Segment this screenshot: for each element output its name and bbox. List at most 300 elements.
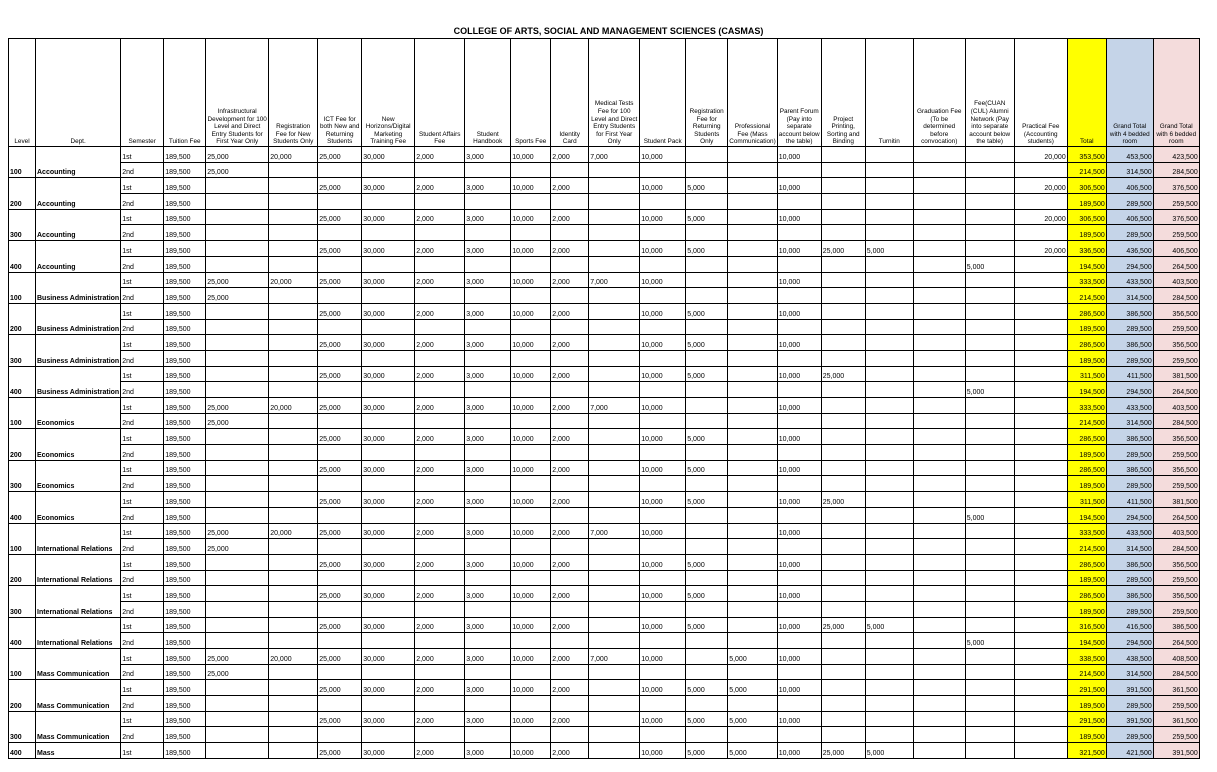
fee-cell xyxy=(511,633,551,649)
fee-cell: 189,500 xyxy=(164,162,206,178)
fee-cell xyxy=(686,696,728,712)
fee-cell: 189,500 xyxy=(164,413,206,429)
fee-cell xyxy=(415,445,465,461)
dept-cell: Accounting xyxy=(36,178,121,209)
semester-cell: 1st xyxy=(121,335,164,351)
fee-cell xyxy=(640,445,686,461)
fee-cell xyxy=(686,570,728,586)
fee-cell: 5,000 xyxy=(965,633,1014,649)
fee-cell xyxy=(965,586,1014,602)
fee-cell: 214,500 xyxy=(1067,664,1106,680)
fee-cell: 314,500 xyxy=(1106,413,1153,429)
fee-cell xyxy=(640,727,686,743)
fee-cell xyxy=(269,225,318,241)
fee-cell xyxy=(589,350,640,366)
fee-cell xyxy=(269,319,318,335)
fee-cell xyxy=(1014,303,1067,319)
fee-cell: 10,000 xyxy=(640,523,686,539)
fee-cell xyxy=(821,335,865,351)
fee-cell: 25,000 xyxy=(318,743,362,759)
fee-cell: 284,500 xyxy=(1153,288,1199,304)
fee-cell xyxy=(1014,256,1067,272)
fee-cell xyxy=(269,664,318,680)
fee-cell: 10,000 xyxy=(511,147,551,163)
table-row xyxy=(9,570,1200,586)
fee-cell xyxy=(728,570,778,586)
level-cell: 400 xyxy=(9,743,36,759)
fee-cell: 10,000 xyxy=(640,711,686,727)
fee-cell xyxy=(913,209,965,225)
fee-cell xyxy=(206,460,269,476)
fee-cell xyxy=(1014,539,1067,555)
fee-cell xyxy=(511,539,551,555)
column-header: Graduation Fee (To be determined before convocation) xyxy=(913,39,965,147)
fee-cell xyxy=(318,476,362,492)
table-row xyxy=(9,241,1200,257)
fee-cell xyxy=(865,507,913,523)
fee-cell xyxy=(1014,413,1067,429)
fee-cell xyxy=(913,492,965,508)
fee-cell xyxy=(686,398,728,414)
fee-cell xyxy=(865,711,913,727)
fee-cell: 5,000 xyxy=(865,241,913,257)
fee-cell xyxy=(913,319,965,335)
fee-cell: 289,500 xyxy=(1106,727,1153,743)
fee-cell xyxy=(728,366,778,382)
fee-cell xyxy=(415,507,465,523)
fee-cell xyxy=(1014,633,1067,649)
fee-cell xyxy=(465,507,511,523)
fee-cell: 189,500 xyxy=(164,241,206,257)
semester-cell: 1st xyxy=(121,711,164,727)
fee-cell xyxy=(269,476,318,492)
fee-cell: 5,000 xyxy=(686,366,728,382)
fee-cell xyxy=(589,225,640,241)
fee-cell: 10,000 xyxy=(640,209,686,225)
fee-cell xyxy=(511,288,551,304)
fee-cell: 189,500 xyxy=(164,335,206,351)
fee-cell: 10,000 xyxy=(640,429,686,445)
fee-cell xyxy=(206,194,269,210)
fee-cell xyxy=(589,539,640,555)
fee-cell xyxy=(965,398,1014,414)
level-cell: 300 xyxy=(9,460,36,491)
semester-cell: 2nd xyxy=(121,382,164,398)
fee-cell: 189,500 xyxy=(164,523,206,539)
fee-cell: 5,000 xyxy=(686,711,728,727)
fee-cell xyxy=(913,398,965,414)
fee-cell xyxy=(206,601,269,617)
fee-cell: 30,000 xyxy=(362,617,415,633)
level-cell: 300 xyxy=(9,335,36,366)
semester-cell: 2nd xyxy=(121,727,164,743)
fee-cell: 289,500 xyxy=(1106,445,1153,461)
fee-cell: 189,500 xyxy=(164,398,206,414)
fee-cell xyxy=(362,727,415,743)
fee-cell xyxy=(1014,617,1067,633)
semester-cell: 2nd xyxy=(121,350,164,366)
fee-cell: 189,500 xyxy=(164,225,206,241)
fee-cell xyxy=(415,256,465,272)
fee-cell: 2,000 xyxy=(415,523,465,539)
fee-cell xyxy=(965,445,1014,461)
fee-cell: 2,000 xyxy=(551,335,589,351)
table-row xyxy=(9,727,1200,743)
fee-cell: 294,500 xyxy=(1106,633,1153,649)
fee-cell xyxy=(965,570,1014,586)
fee-cell xyxy=(1014,492,1067,508)
fee-cell: 10,000 xyxy=(777,366,821,382)
fee-cell: 25,000 xyxy=(318,303,362,319)
fee-cell xyxy=(913,256,965,272)
fee-cell: 189,500 xyxy=(164,727,206,743)
fee-cell xyxy=(589,413,640,429)
fee-cell: 10,000 xyxy=(511,303,551,319)
fee-cell xyxy=(913,460,965,476)
fee-cell: 10,000 xyxy=(777,209,821,225)
fee-cell xyxy=(865,366,913,382)
fee-cell xyxy=(362,382,415,398)
fee-cell xyxy=(821,664,865,680)
fee-cell: 30,000 xyxy=(362,209,415,225)
fee-cell xyxy=(913,743,965,759)
table-row xyxy=(9,272,1200,288)
fee-cell: 3,000 xyxy=(465,492,511,508)
fee-cell: 7,000 xyxy=(589,272,640,288)
fee-cell: 2,000 xyxy=(415,617,465,633)
fee-cell xyxy=(589,382,640,398)
fee-cell xyxy=(777,319,821,335)
fee-cell xyxy=(551,288,589,304)
semester-cell: 1st xyxy=(121,523,164,539)
fee-cell: 286,500 xyxy=(1067,460,1106,476)
fee-cell: 356,500 xyxy=(1153,460,1199,476)
fee-cell xyxy=(551,696,589,712)
fee-cell: 5,000 xyxy=(686,554,728,570)
fee-cell: 391,500 xyxy=(1106,711,1153,727)
fee-cell: 2,000 xyxy=(415,178,465,194)
fee-cell xyxy=(686,350,728,366)
level-cell: 100 xyxy=(9,523,36,554)
fee-cell xyxy=(206,743,269,759)
fee-cell: 25,000 xyxy=(206,664,269,680)
fee-cell: 5,000 xyxy=(686,460,728,476)
fee-cell: 189,500 xyxy=(164,617,206,633)
fee-cell xyxy=(269,256,318,272)
fee-cell: 194,500 xyxy=(1067,256,1106,272)
fee-cell: 408,500 xyxy=(1153,649,1199,665)
fee-cell: 214,500 xyxy=(1067,162,1106,178)
table-row xyxy=(9,617,1200,633)
dept-cell: International Relations xyxy=(36,554,121,585)
fee-cell xyxy=(777,194,821,210)
fee-cell xyxy=(269,680,318,696)
fee-cell: 30,000 xyxy=(362,398,415,414)
fee-cell xyxy=(913,570,965,586)
fee-cell: 10,000 xyxy=(511,398,551,414)
fee-cell xyxy=(965,429,1014,445)
fee-cell xyxy=(318,507,362,523)
dept-cell: Economics xyxy=(36,398,121,429)
fee-cell xyxy=(318,350,362,366)
fee-cell xyxy=(551,413,589,429)
fee-cell xyxy=(1014,476,1067,492)
fee-cell xyxy=(728,617,778,633)
semester-cell: 1st xyxy=(121,554,164,570)
fee-cell: 2,000 xyxy=(551,460,589,476)
fee-cell xyxy=(1014,696,1067,712)
dept-cell: Mass Communication xyxy=(36,680,121,711)
fee-cell: 10,000 xyxy=(640,303,686,319)
fee-cell xyxy=(269,743,318,759)
table-row xyxy=(9,225,1200,241)
fee-cell: 5,000 xyxy=(865,743,913,759)
fee-cell: 10,000 xyxy=(777,492,821,508)
fee-cell: 438,500 xyxy=(1106,649,1153,665)
fee-cell: 306,500 xyxy=(1067,178,1106,194)
fee-cell: 25,000 xyxy=(318,680,362,696)
fee-cell xyxy=(865,209,913,225)
fee-cell xyxy=(206,445,269,461)
fee-cell xyxy=(269,335,318,351)
fee-cell xyxy=(589,633,640,649)
table-row xyxy=(9,743,1200,759)
fee-cell xyxy=(640,413,686,429)
table-row xyxy=(9,366,1200,382)
fee-cell xyxy=(821,460,865,476)
fee-cell: 189,500 xyxy=(164,586,206,602)
fee-cell xyxy=(1014,586,1067,602)
fee-cell xyxy=(269,586,318,602)
level-cell: 400 xyxy=(9,366,36,397)
fee-cell: 25,000 xyxy=(821,241,865,257)
fee-cell xyxy=(362,413,415,429)
fee-cell xyxy=(686,507,728,523)
fee-cell xyxy=(589,492,640,508)
fee-cell xyxy=(465,727,511,743)
fee-cell: 189,500 xyxy=(164,680,206,696)
table-row xyxy=(9,711,1200,727)
semester-cell: 1st xyxy=(121,398,164,414)
fee-cell xyxy=(640,225,686,241)
fee-cell: 10,000 xyxy=(511,492,551,508)
level-cell: 100 xyxy=(9,398,36,429)
fee-cell xyxy=(269,382,318,398)
fee-cell xyxy=(511,445,551,461)
fee-cell: 289,500 xyxy=(1106,194,1153,210)
fee-cell: 7,000 xyxy=(589,398,640,414)
fee-cell: 291,500 xyxy=(1067,680,1106,696)
fee-cell xyxy=(865,445,913,461)
fee-cell: 194,500 xyxy=(1067,507,1106,523)
fee-cell: 10,000 xyxy=(511,335,551,351)
fee-cell xyxy=(821,523,865,539)
fee-cell: 25,000 xyxy=(318,554,362,570)
fee-cell: 25,000 xyxy=(206,288,269,304)
semester-cell: 1st xyxy=(121,272,164,288)
fee-cell xyxy=(362,570,415,586)
semester-cell: 1st xyxy=(121,492,164,508)
fee-cell xyxy=(821,429,865,445)
fee-cell xyxy=(551,539,589,555)
fee-cell xyxy=(551,350,589,366)
fee-cell: 406,500 xyxy=(1106,178,1153,194)
fee-cell xyxy=(965,460,1014,476)
fee-cell: 20,000 xyxy=(269,147,318,163)
fee-cell xyxy=(865,649,913,665)
fee-cell: 2,000 xyxy=(551,366,589,382)
fee-cell: 189,500 xyxy=(164,633,206,649)
fee-cell xyxy=(865,633,913,649)
fee-cell xyxy=(821,445,865,461)
fee-cell xyxy=(913,476,965,492)
fee-cell xyxy=(821,711,865,727)
fee-cell xyxy=(465,194,511,210)
fee-cell: 10,000 xyxy=(640,680,686,696)
fee-cell xyxy=(415,162,465,178)
fee-cell: 30,000 xyxy=(362,366,415,382)
fee-cell: 5,000 xyxy=(686,209,728,225)
fee-cell xyxy=(913,554,965,570)
fee-cell: 2,000 xyxy=(551,680,589,696)
fee-cell xyxy=(465,445,511,461)
fee-cell: 3,000 xyxy=(465,178,511,194)
fee-cell: 189,500 xyxy=(1067,476,1106,492)
fee-cell: 3,000 xyxy=(465,586,511,602)
fee-cell xyxy=(206,256,269,272)
fee-cell xyxy=(686,727,728,743)
fee-cell: 10,000 xyxy=(777,147,821,163)
fee-cell xyxy=(415,539,465,555)
fee-cell: 3,000 xyxy=(465,241,511,257)
fee-cell xyxy=(1014,445,1067,461)
fee-cell: 5,000 xyxy=(686,241,728,257)
fee-cell xyxy=(686,523,728,539)
level-cell: 300 xyxy=(9,711,36,742)
fee-cell xyxy=(913,680,965,696)
fee-cell xyxy=(728,241,778,257)
dept-cell: Business Administration xyxy=(36,366,121,397)
fee-cell xyxy=(640,476,686,492)
fee-cell: 20,000 xyxy=(269,272,318,288)
fee-cell: 433,500 xyxy=(1106,523,1153,539)
column-header: Student Affairs Fee xyxy=(415,39,465,147)
fee-cell xyxy=(318,413,362,429)
fee-cell xyxy=(777,633,821,649)
fee-cell: 406,500 xyxy=(1153,241,1199,257)
fee-cell: 30,000 xyxy=(362,241,415,257)
fee-cell: 194,500 xyxy=(1067,382,1106,398)
fee-cell xyxy=(965,147,1014,163)
header-row xyxy=(9,39,1200,147)
fee-cell xyxy=(686,319,728,335)
fee-cell: 30,000 xyxy=(362,272,415,288)
fee-cell: 3,000 xyxy=(465,366,511,382)
fee-cell xyxy=(465,382,511,398)
fee-cell xyxy=(465,256,511,272)
fee-cell xyxy=(865,147,913,163)
fee-cell: 189,500 xyxy=(1067,350,1106,366)
fee-cell xyxy=(269,460,318,476)
table-row xyxy=(9,382,1200,398)
fee-cell: 3,000 xyxy=(465,617,511,633)
fee-cell xyxy=(269,162,318,178)
fee-cell: 284,500 xyxy=(1153,539,1199,555)
fee-cell xyxy=(589,366,640,382)
fee-cell: 10,000 xyxy=(511,649,551,665)
fee-cell xyxy=(686,633,728,649)
fee-cell: 30,000 xyxy=(362,335,415,351)
fee-cell: 2,000 xyxy=(551,743,589,759)
fee-cell: 2,000 xyxy=(415,335,465,351)
column-header: Tuition Fee xyxy=(164,39,206,147)
fee-cell xyxy=(865,194,913,210)
fee-cell: 336,500 xyxy=(1067,241,1106,257)
fee-cell: 189,500 xyxy=(164,664,206,680)
fee-cell: 314,500 xyxy=(1106,162,1153,178)
semester-cell: 2nd xyxy=(121,476,164,492)
fee-cell: 25,000 xyxy=(318,492,362,508)
fee-cell xyxy=(728,398,778,414)
column-header: Fee(CUAN (CUL) Alumni Network (Pay into separate account below the table) xyxy=(965,39,1014,147)
fee-cell: 10,000 xyxy=(511,617,551,633)
fee-cell xyxy=(777,696,821,712)
fee-cell xyxy=(821,303,865,319)
fees-table xyxy=(8,38,1200,759)
level-cell: 100 xyxy=(9,147,36,178)
fee-cell: 433,500 xyxy=(1106,272,1153,288)
fee-cell xyxy=(728,303,778,319)
fee-cell xyxy=(362,225,415,241)
fee-cell xyxy=(913,303,965,319)
fee-cell xyxy=(465,476,511,492)
fee-cell xyxy=(865,429,913,445)
fee-cell: 289,500 xyxy=(1106,570,1153,586)
semester-cell: 2nd xyxy=(121,601,164,617)
fee-cell xyxy=(728,507,778,523)
fee-cell xyxy=(269,601,318,617)
fee-cell xyxy=(206,507,269,523)
fee-cell xyxy=(965,696,1014,712)
column-header: Parent Forum (Pay into separate account below the table) xyxy=(777,39,821,147)
fee-cell xyxy=(913,241,965,257)
table-row xyxy=(9,335,1200,351)
fee-cell xyxy=(865,335,913,351)
fee-cell xyxy=(728,445,778,461)
fee-cell xyxy=(777,727,821,743)
fee-cell: 5,000 xyxy=(686,303,728,319)
fee-cell xyxy=(865,680,913,696)
fee-cell xyxy=(965,288,1014,304)
fee-cell: 30,000 xyxy=(362,429,415,445)
fee-cell xyxy=(821,696,865,712)
fee-cell xyxy=(965,523,1014,539)
fee-cell: 3,000 xyxy=(465,429,511,445)
fee-cell xyxy=(589,209,640,225)
fee-cell: 5,000 xyxy=(686,429,728,445)
fee-cell xyxy=(965,272,1014,288)
fee-cell: 2,000 xyxy=(415,711,465,727)
fee-cell xyxy=(465,570,511,586)
fee-cell xyxy=(318,225,362,241)
fee-cell: 421,500 xyxy=(1106,743,1153,759)
fee-cell xyxy=(865,601,913,617)
fee-cell xyxy=(1014,507,1067,523)
fee-cell xyxy=(686,288,728,304)
fee-cell: 356,500 xyxy=(1153,429,1199,445)
fee-cell xyxy=(511,601,551,617)
fee-cell xyxy=(269,570,318,586)
